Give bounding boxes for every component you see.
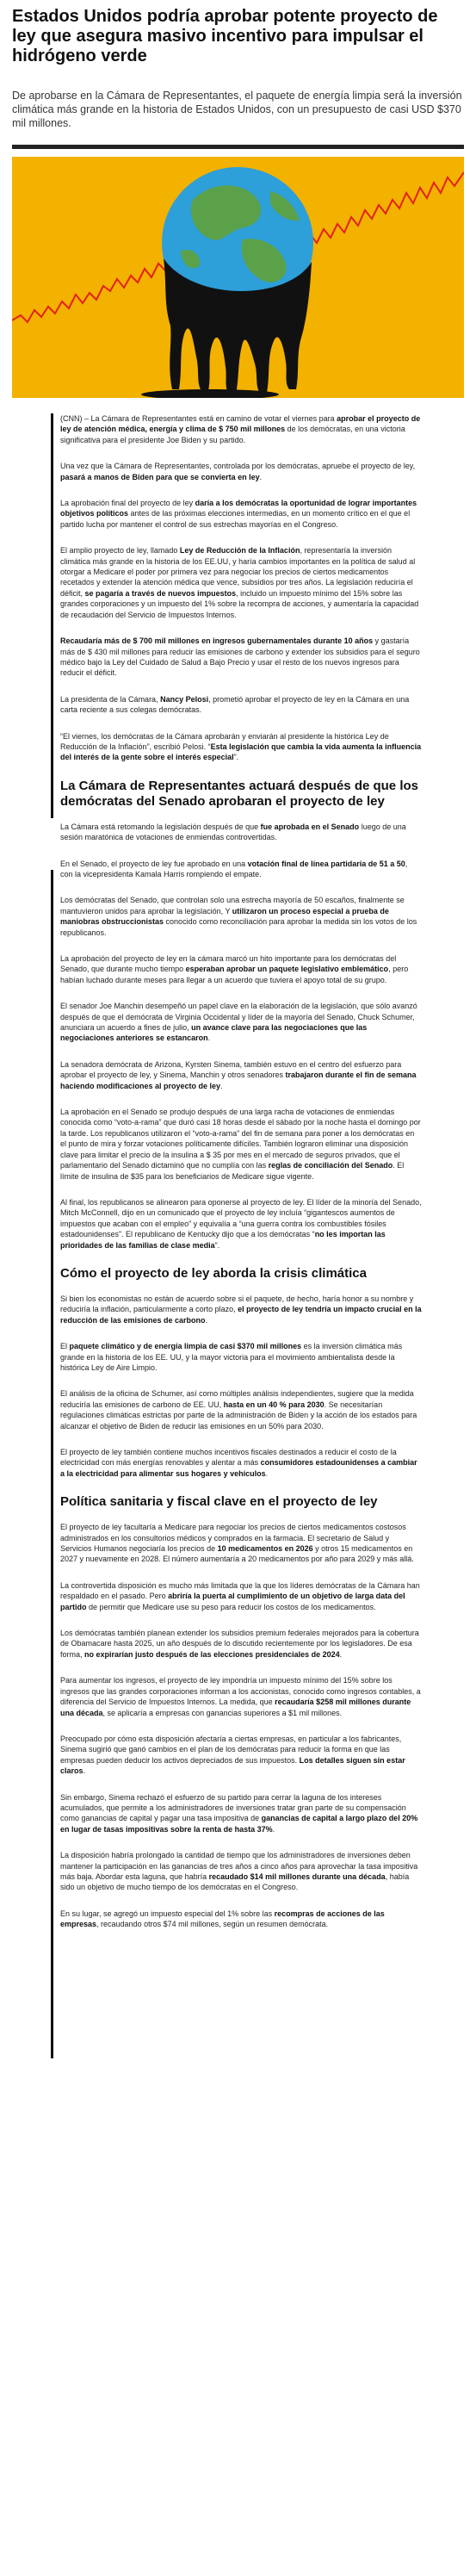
paragraph — [60, 1001, 422, 1044]
paragraph — [60, 1341, 422, 1373]
bold-text: se pagaría a través de nuevos impuestos — [84, 588, 237, 598]
text: La senadora demócrata de Arizona, Kyrsten Sinema, también estuvo en el centro del esfuerzo para aprobar el proyecto de ley, y Sinema, Manchin y otros senadores — [60, 1059, 402, 1080]
text: En su lugar, se agregó un impuesto especial del 1% sobre las — [60, 1909, 275, 1918]
text: El análisis de la oficina de Schumer, así como múltiples análisis independientes, sugiere que la medida reduciría las emisiones de carbono de EE. UU, — [60, 1389, 414, 1409]
paragraph — [60, 731, 422, 763]
divider — [12, 145, 464, 149]
text: . — [207, 1034, 211, 1043]
article-headline: Estados Unidos podría aprobar potente proyecto de ley que asegura masivo incentivo para impulsar el hidrógeno verde — [12, 7, 438, 65]
bold-text: recaudaría $258 mil millones durante una década — [60, 1698, 411, 1717]
paragraph — [60, 895, 422, 938]
bold-text: abriría la puerta al cumplimiento de un objetivo de larga data del partido — [60, 1592, 405, 1611]
text: . — [259, 472, 263, 481]
article-body — [60, 413, 422, 1946]
text: Para aumentar los ingresos, el proyecto de ley impondría un impuesto mínimo del 15% sobre los ingresos que las grandes corporaciones informan a los accionistas, conocido como ingresos contables, a diferencia del Servicio de Impuestos Internos. La medida, que — [60, 1676, 421, 1707]
text: Preocupado por cómo esta disposición afectaría a ciertas empresas, en particular a los fabricantes, Sinema sugirió que ganó cambios en el plan de los demócratas para reducir la forma en que las empresas pueden deducir los activos depreciados de sus impuestos. — [60, 1734, 402, 1765]
text: Sin embargo, Sinema rechazó el esfuerzo de su partido para cerrar la laguna de los intereses acumulados, que permite a los administradores de inversiones tratar gran parte de su compensación como ganancias de capital y pagar una tasa impositiva de — [60, 1792, 406, 1823]
paragraph — [60, 1734, 422, 1777]
bold-text: paquete climático y de energía limpia de casi $370 mil millones — [69, 1342, 302, 1351]
text: ”. — [214, 1240, 220, 1250]
text: . — [265, 1468, 269, 1478]
text: El proyecto de ley facultaría a Medicare para negociar los precios de ciertos medicamentos costosos administrados en los consultorios médicos y comprados en la farmacia. El secretario de Salud y Servicios Humanos negociaría los precios de — [60, 1523, 406, 1554]
bold-text: Ley de Reducción de la Inflación — [179, 546, 300, 556]
text: La disposición habría prolongado la cantidad de tiempo que los administradores de inversiones deben mantener la participación en las ganancias de tres años a cinco años para aprovechar la tasa impositiva más baja. Abordar esta laguna, que habría — [60, 1851, 418, 1881]
text: Una vez que la Cámara de Representantes, controlada por los demócratas, apruebe el proyecto de ley, — [60, 462, 416, 471]
bold-text: un avance clave para las negociaciones que las negociaciones anteriores se estancaron — [60, 1023, 368, 1043]
bold-text: aprobar el proyecto de ley de atención médica, energía y clima de $ 750 mil millones — [60, 414, 421, 434]
section-heading: La Cámara de Representantes actuará después de que los demócratas del Senado aprobaran el proyecto de ley — [60, 778, 418, 809]
text: “El viernes, los demócratas de la Cámara aprobarán y enviarán al presidente la histórica Ley de Reducción de la Inflación”, escribió Pelosi. “ — [60, 731, 389, 751]
text: El senador Joe Manchin desempeñó un papel clave en la elaboración de la legislación, que sólo avanzó después de que el demócrata de Virginia Occidental y líder de la mayoría del Senado, Chuck Schumer, anunciara un acuerdo a fines de julio, — [60, 1002, 417, 1033]
text: de los demócratas, en una victoria significativa para el presidente Joe Biden y su partido. — [60, 425, 405, 444]
paragraph — [60, 1675, 422, 1718]
text: . — [220, 1081, 223, 1090]
paragraph — [60, 413, 422, 445]
bold-text: ganancias de capital a largo plazo del 20% en lugar de tasas impositivas sobre la renta de hasta 37% — [60, 1814, 418, 1834]
melting-earth-icon — [12, 157, 464, 398]
text: Si bien los economistas no están de acuerdo sobre si el paquete, de hecho, haría honor a su nombre y reduciría la inflación, particularmente a corto plazo, — [60, 1294, 414, 1314]
bold-text: trabajaron durante el fin de semana haciendo modificaciones al proyecto de ley — [60, 1071, 417, 1090]
quote-bar — [51, 413, 53, 818]
bold-text: Nancy Pelosi — [160, 694, 209, 704]
bold-text: daría a los demócratas la oportunidad de lograr importantes objetivos políticos — [60, 499, 417, 518]
text: . Se necesitarían regulaciones climáticas estrictas por parte de la administración de Biden y la acción de los estados para alcanzar el objetivo de Biden de reducir las emisiones en un 50% para 2030. — [60, 1400, 417, 1431]
article-subtitle: De aprobarse en la Cámara de Representantes, el paquete de energía limpia será la inversión climática más grande en la historia de Estados Unidos, con un presupuesto de casi USD $370 mil millones. — [12, 90, 462, 129]
text: La aprobación final del proyecto de ley — [60, 499, 195, 508]
text: antes de las próximas elecciones intermedias, en un momento crítico en el que el partido lucha por mantener el control de sus estrechas mayorías en el Congreso. — [60, 509, 411, 529]
text: (CNN) – La Cámara de Representantes está en camino de votar el viernes para — [60, 414, 337, 423]
bold-text: esperaban aprobar un paquete legislativo emblemático — [185, 965, 389, 974]
paragraph — [60, 694, 422, 716]
paragraph — [60, 461, 422, 482]
text: Al final, los republicanos se alinearon para oponerse al proyecto de ley. El líder de la minoría del Senado, Mitch McConnell, dijo en un comunicado que el proyecto de ley incluía “gigantescos aumentos de impuestos que acaban con el empleo” y equivalía a “una guerra contra los combustibles fósiles estadounidenses”. El republicano de Kentucky dijo que a los demócratas “ — [60, 1197, 422, 1239]
bold-text: no expirarían justo después de las elecciones presidenciales de 2024 — [84, 1649, 340, 1659]
bold-text: utilizaron un proceso especial a prueba de maniobras obstruccionistas — [60, 906, 389, 927]
bold-text: Recaudaría más de $ 700 mil millones en ingresos gubernamentales durante 10 años — [60, 636, 374, 646]
paragraph — [60, 1909, 422, 1930]
bold-text: el proyecto de ley tendría un impacto crucial en la reducción de las emisiones de carbono — [60, 1305, 422, 1325]
text: La controvertida disposición es mucho más limitada que la que los líderes demócratas de la Cámara han respaldado en el pasado. Pero — [60, 1580, 420, 1601]
text: El — [60, 1342, 70, 1351]
bold-text: Los detalles siguen sin estar claros — [60, 1755, 405, 1776]
hero-image — [12, 157, 464, 398]
paragraph — [60, 1792, 422, 1835]
text: y otros 15 medicamentos en 2027 y nuevamente en 2028. El número aumentaría a 20 medicamentos por año para 2029 y más allá. — [60, 1544, 414, 1564]
bold-text: recaudado $14 mil millones durante una década — [208, 1871, 386, 1881]
bold-text: Esta legislación que cambia la vida aumenta la influencia del interés de la gente sobre el interés especial — [60, 742, 422, 762]
text: y gastaría más de $ 430 mil millones para reducir las emisiones de carbono y extender los subsidios para el seguro médico bajo la Ley del Cuidado de Salud a Bajo Precio y usar el resto de los nuevos ingresos para reducir el déficit. — [60, 636, 420, 678]
text: ”. — [233, 753, 239, 762]
section-heading: Cómo el proyecto de ley aborda la crisis climática — [60, 1265, 367, 1281]
text: . — [272, 1824, 275, 1834]
paragraph — [60, 1522, 422, 1565]
text: luego de una sesión maratónica de votaciones de enmiendas controvertidas. — [60, 822, 406, 842]
paragraph — [60, 1059, 422, 1091]
text: conocido como reconciliación para aprobar la medida sin los votos de los republicanos. — [60, 917, 417, 937]
paragraph — [60, 1107, 422, 1182]
text: . — [205, 1315, 208, 1325]
bold-text: hasta en un 40 % para 2030 — [223, 1400, 325, 1409]
bold-text: consumidores estadounidenses a cambiar a la electricidad para alimentar sus hogares y vehículos — [60, 1458, 417, 1478]
text: . — [83, 1766, 86, 1776]
text: es la inversión climática más grande en la historia de los EE. UU, y la mayor victoria para el movimiento ambientalista desde la histórica Ley de Aire Limpio. — [60, 1342, 403, 1372]
text: La aprobación en el Senado se produjo después de una larga racha de votaciones de enmiendas conocida como “voto-a-rama” que duró casi 18 horas desde el sábado por la noche hasta el domingo por la tarde. Los republicanos utilizaron el “voto-a-rama” del fin de semana para poner a los demócratas en el punto de mira y forzar votaciones políticamente difíciles. También lograron eliminar una disposición clave para limitar el precio de la insulina a $ 35 por mes en el mercado de seguros privados, que el parlamentario del Senado dictaminó que no cumplía con las — [60, 1108, 421, 1170]
paragraph — [60, 1197, 422, 1251]
text: La presidenta de la Cámara, — [60, 694, 161, 704]
text: , pero habían luchado durante meses para llegar a un acuerdo que tuviera el apoyo total de su grupo. — [60, 965, 409, 984]
text: El proyecto de ley también contiene muchos incentivos fiscales destinados a reducir el costo de la electricidad con más energías renovables y alentar a más — [60, 1448, 397, 1468]
paragraph — [60, 859, 422, 880]
text: . El límite de insulina de $35 para los beneficiarios de Medicare sigue vigente. — [60, 1161, 405, 1181]
text: Los demócratas del Senado, que controlan solo una estrecha mayoría de 50 escaños, finalmente se mantuvieron unidos para aprobar la legislación, Y — [60, 896, 405, 916]
paragraph — [60, 1447, 422, 1479]
text: , incluido un impuesto mínimo del 15% sobre las grandes corporaciones y un impuesto del 1% sobre la recompra de acciones, y aumentaría la capacidad de recaudación del Servicio de Impuestos Internos. — [60, 588, 419, 619]
bold-text: 10 medicamentos en 2026 — [217, 1544, 313, 1554]
quote-bar — [51, 870, 53, 2058]
bold-text: votación final de línea partidaria de 51 a 50 — [247, 859, 405, 868]
section-heading: Política sanitaria y fiscal clave en el proyecto de ley — [60, 1494, 378, 1510]
paragraph — [60, 822, 422, 843]
text: , se aplicaría a empresas con ganancias superiores a $1 mil millones. — [102, 1708, 343, 1717]
text: , recaudando otros $74 mil millones, según un resumen demócrata. — [96, 1920, 329, 1929]
text: La Cámara está retomando la legislación después de que — [60, 822, 261, 831]
bold-text: no les importan las prioridades de las familias de clase media — [60, 1230, 386, 1250]
text: . — [339, 1649, 343, 1659]
paragraph — [60, 636, 422, 679]
paragraph — [60, 1628, 422, 1660]
text: El amplio proyecto de ley, llamado — [60, 546, 180, 556]
paragraph — [60, 953, 422, 985]
text: , había sido un objetivo de mucho tiempo de los demócratas en el Congreso. — [60, 1871, 410, 1892]
text: , prometió aprobar el proyecto de ley en la Cámara en una carta reciente a sus colegas demócratas. — [60, 694, 410, 715]
bold-text: reglas de conciliación del Senado — [268, 1161, 393, 1170]
text: En el Senado, el proyecto de ley fue aprobado en una — [60, 859, 248, 868]
text: de permitir que Medicare use su peso para reducir los costos de los medicamentos. — [86, 1602, 376, 1611]
paragraph — [60, 1294, 422, 1325]
text: , representaría la inversión climática más grande en la historia de los EE.UU, y haría cambios importantes en la política de salud al otorgar a Medicare el poder por primera vez para negociar los precios de ciertos medicamentos recetados y extender la atención médica que vence, subsidios por tres años. La legislación reduciría el déficit, — [60, 546, 416, 598]
bold-text: fue aprobada en el Senado — [260, 822, 360, 831]
paragraph — [60, 498, 422, 530]
paragraph — [60, 1850, 422, 1893]
paragraph — [60, 1388, 422, 1431]
text: , con la vicepresidenta Kamala Harris rompiendo el empate. — [60, 859, 408, 878]
bold-text: pasará a manos de Biden para que se convierta en ley — [60, 472, 260, 481]
bold-text: recompras de acciones de las empresas — [60, 1909, 385, 1929]
text: La aprobación del proyecto de ley en la cámara marcó un hito importante para los demócratas del Senado, que durante mucho tiempo — [60, 954, 397, 974]
paragraph — [60, 545, 422, 620]
text: Los demócratas también planean extender los subsidios premium federales mejorados para la cobertura de Obamacare hasta 2025, un año después de lo discutido recientemente por los legisladores. De esa forma, — [60, 1629, 419, 1659]
paragraph — [60, 1580, 422, 1612]
